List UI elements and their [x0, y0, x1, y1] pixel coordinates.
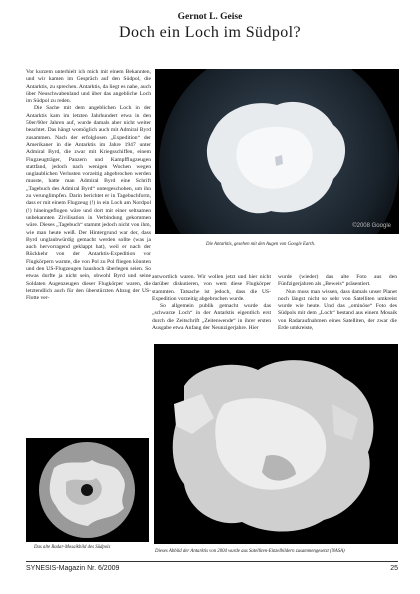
- article-title: Doch ein Loch im Südpol?: [118, 24, 301, 41]
- text-column-2: [152, 274, 271, 344]
- magazine-issue: SYNESIS-Magazin Nr. 6/2009: [26, 565, 120, 572]
- author-name: Gernot L. Geise: [177, 12, 243, 22]
- paragraph: So allgemein publik gemacht wurde das „schwarze Loch“ in der Antarktis eigentlich erst durch die Zeitschrift „Zeitenwende“ in ihrer ersten Ausgabe etwa Anfang der Neunzigerjahre. Hier: [152, 303, 271, 332]
- antarctica-mosaic-graphic: [154, 344, 398, 544]
- text-column-3: [278, 274, 397, 344]
- radar-globe-graphic: [26, 438, 149, 542]
- nasa-antarctica-mosaic-image: [154, 344, 398, 544]
- paragraph: antwortlich waren. Wir wollen jetzt und hier nicht darüber diskutieren, von wem diese Flugkörper stammten. Tatsache ist jedoch, dass die US-Expedition vorzeitig abgebrochen wurde.: [152, 274, 271, 302]
- antarctica-globe-graphic: [155, 69, 399, 234]
- paragraph: Die Sache mit dem angeblichen Loch in der Antarktis kam im letzten Jahrhundert etwa in den 50er/60er Jahren auf, wurde damals aber nicht weiter beachtet. Das hängt womöglich auch mit Admiral Byrd zusammen. Nach der erfolglosen „Expedition“ der Amerikaner in die Antarktis im Jahre 1947 unter Admiral Byrd, die zwar mit Kriegsschiffen, einem Flugzeugträger, Panzern und Kampfflugzeugen stattfand, jedoch nach wenigen Wochen wegen unglaublichen Verlusten vorzeitig abgebrochen werden musste, hatte man Admiral Byrd eine Schrift „Tagebuch des Admiral Byrd“ untergeschoben, um ihn zu verunglimpfen. Darin berichtet er in Tagebuchform, dass er mit einem Flugzeug (!) in ein Loch am Nordpol (!) hineingeflogen wäre und dort mit einer seltsamen unbekannten Zivilisation in Verbindung gekommen wäre. Dieses „Tagebuch“ stammt jedoch nicht von ihm, wie man heute weiß. Der Hintergrund war der, dass Byrd unglaubwürdig gemacht werden sollte (was ja auch hervorragend geklappt hat), weil er nach der Rückkehr von der Antarktis-Expedition vor Flugkörpern warnte, die von Pol zu Pol fliegen könnten und den US-Flugzeugen haushoch überlegen seien. So etwas durfte ja nicht sein, obwohl Byrd und seine Soldaten Augenzeugen dieser Flugkörper waren, die letztendlich auch für den überstürzten Abzug der US-Flotte ver-: [26, 105, 151, 302]
- radar-mosaic-image: [26, 438, 149, 542]
- paragraph: Nun muss man wissen, dass damals unser Planet noch längst nicht so sehr von Satelliten umkreist wurde wie heute. Und das „ominöse“ Foto des Südpols mit dem „Loch“ bestand aus einem Mosaik von Radaraufnahmen eines Satelliten, der zwar die Erde umkreiste,: [278, 288, 397, 332]
- google-earth-watermark: ©2008 Google: [352, 223, 391, 229]
- top-image-caption: Die Antarktis, gesehen mit den Augen von Google Earth.: [206, 242, 316, 247]
- google-earth-antarctica-image: [155, 69, 399, 234]
- footer-divider: [26, 561, 398, 562]
- page-number: 25: [390, 565, 398, 572]
- left-image-caption: Das alte Radar-Mosaikbild des Südpols: [34, 545, 111, 550]
- paragraph: wurde (wieder) das alte Foto aus den Fünfzigerjahren als „Beweis“ präsentiert.: [278, 274, 397, 288]
- bottom-image-caption: Dieses Abbild der Antarktis von 2004 wurde aus Satelliten-Einzelbildern zusammengesetzt (NASA): [155, 549, 345, 554]
- paragraph: Vor kurzem unterhielt ich mich mit einem Bekannten, und wir kamen im Gespräch auf den Südpol, die Antarktis, zu sprechen. Antarktis, da liegt es nahe, auch über Neuschwabenland und über das angebliche Loch im Südpol zu reden.: [26, 69, 151, 105]
